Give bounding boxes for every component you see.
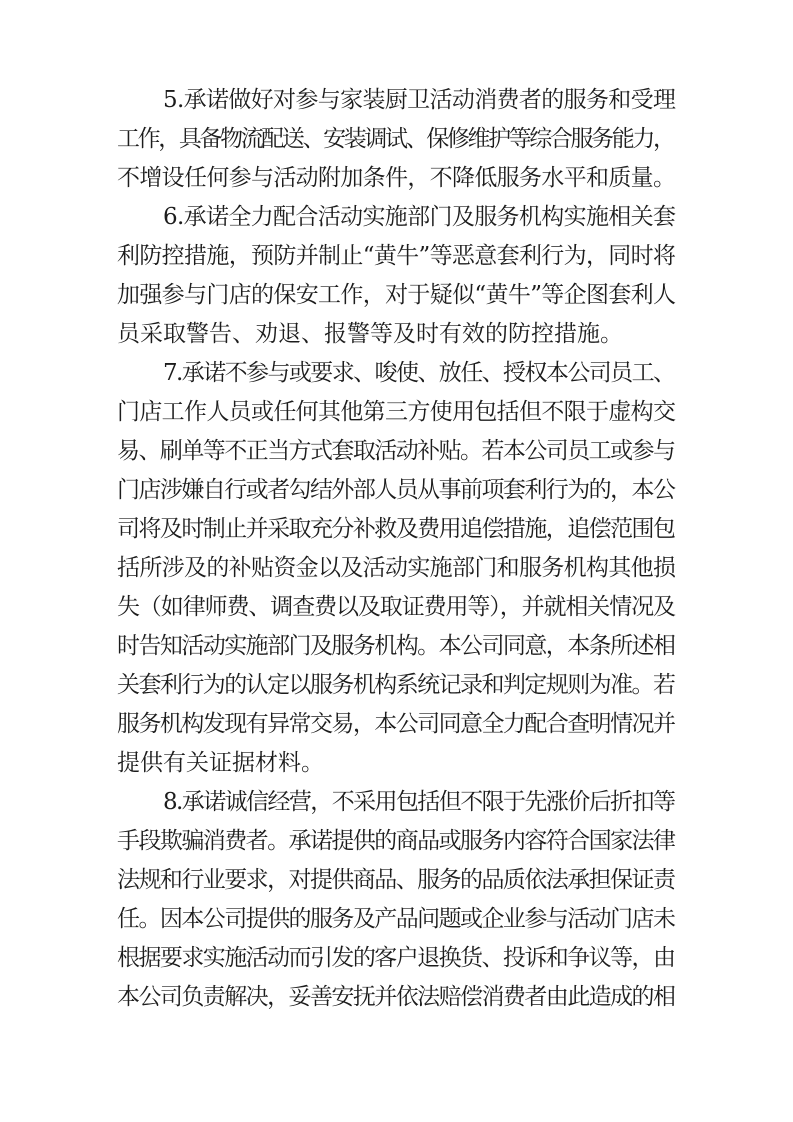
text-line [0, 587, 793, 627]
paragraph-line: 根据要求实施活动而引发的客户退换货、投诉和争议等，由 [117, 945, 675, 971]
text-line [0, 431, 793, 471]
text-line [0, 938, 793, 978]
paragraph-line: 括所涉及的补贴资金以及活动实施部门和服务机构其他损 [117, 555, 676, 581]
text-line [0, 782, 793, 822]
text-line [0, 314, 793, 354]
paragraph-line: 加强参与门店的保安工作，对于疑似“黄牛”等企图套利人 [117, 282, 676, 308]
text-line [0, 197, 793, 237]
text-line [0, 704, 793, 744]
text-line [0, 548, 793, 588]
paragraph-line: 时告知活动实施部门及服务机构。本公司同意，本条所述相 [117, 633, 675, 659]
paragraph-line: 提供有关证据材料。 [117, 750, 324, 776]
paragraph-line: 关套利行为的认定以服务机构系统记录和判定规则为准。若 [117, 672, 675, 698]
paragraph-line: 本公司负责解决，妥善安抚并依法赔偿消费者由此造成的相 [117, 984, 675, 1010]
text-line [0, 470, 793, 510]
paragraph-line: 6.承诺全力配合活动实施部门及服务机构实施相关套 [163, 204, 676, 230]
text-line [0, 977, 793, 1017]
paragraph-line: 利防控措施，预防并制止“黄牛”等恶意套利行为，同时将 [117, 243, 676, 269]
text-line [0, 860, 793, 900]
paragraph-line: 门店涉嫌自行或者勾结外部人员从事前项套利行为的，本公 [117, 477, 675, 503]
paragraph-line: 7.承诺不参与或要求、唆使、放任、授权本公司员工、 [163, 360, 675, 386]
paragraph-line: 8.承诺诚信经营，不采用包括但不限于先涨价后折扣等 [163, 789, 675, 815]
paragraph-line: 服务机构发现有异常交易，本公司同意全力配合查明情况并 [117, 711, 675, 737]
text-line [0, 743, 793, 783]
paragraph-line: 不增设任何参与活动附加条件，不降低服务水平和质量。 [117, 165, 676, 191]
paragraph-line: 任。因本公司提供的服务及产品问题或企业参与活动门店未 [117, 906, 675, 932]
paragraph-line: 失（如律师费、调查费以及取证费用等），并就相关情况及 [117, 594, 675, 620]
paragraph-line: 司将及时制止并采取充分补救及费用追偿措施，追偿范围包 [117, 516, 675, 542]
text-line [0, 236, 793, 276]
text-line [0, 158, 793, 198]
text-line [0, 275, 793, 315]
text-line [0, 119, 793, 159]
text-line [0, 353, 793, 393]
text-line [0, 80, 793, 120]
text-line [0, 626, 793, 666]
paragraph-line: 门店工作人员或任何其他第三方使用包括但不限于虚构交 [117, 399, 676, 425]
paragraph-line: 手段欺骗消费者。承诺提供的商品或服务内容符合国家法律 [117, 828, 675, 854]
paragraph-line: 工作，具备物流配送、安装调试、保修维护等综合服务能力， [117, 126, 674, 152]
text-line [0, 899, 793, 939]
paragraph-line: 易、刷单等不正当方式套取活动补贴。若本公司员工或参与 [117, 438, 675, 464]
paragraph-line: 法规和行业要求，对提供商品、服务的品质依法承担保证责 [117, 867, 675, 893]
text-line [0, 392, 793, 432]
paragraph-line: 员采取警告、劝退、报警等及时有效的防控措施。 [117, 321, 623, 347]
text-line [0, 509, 793, 549]
paragraph-line: 5.承诺做好对参与家装厨卫活动消费者的服务和受理 [163, 87, 676, 113]
text-line [0, 665, 793, 705]
text-line [0, 821, 793, 861]
